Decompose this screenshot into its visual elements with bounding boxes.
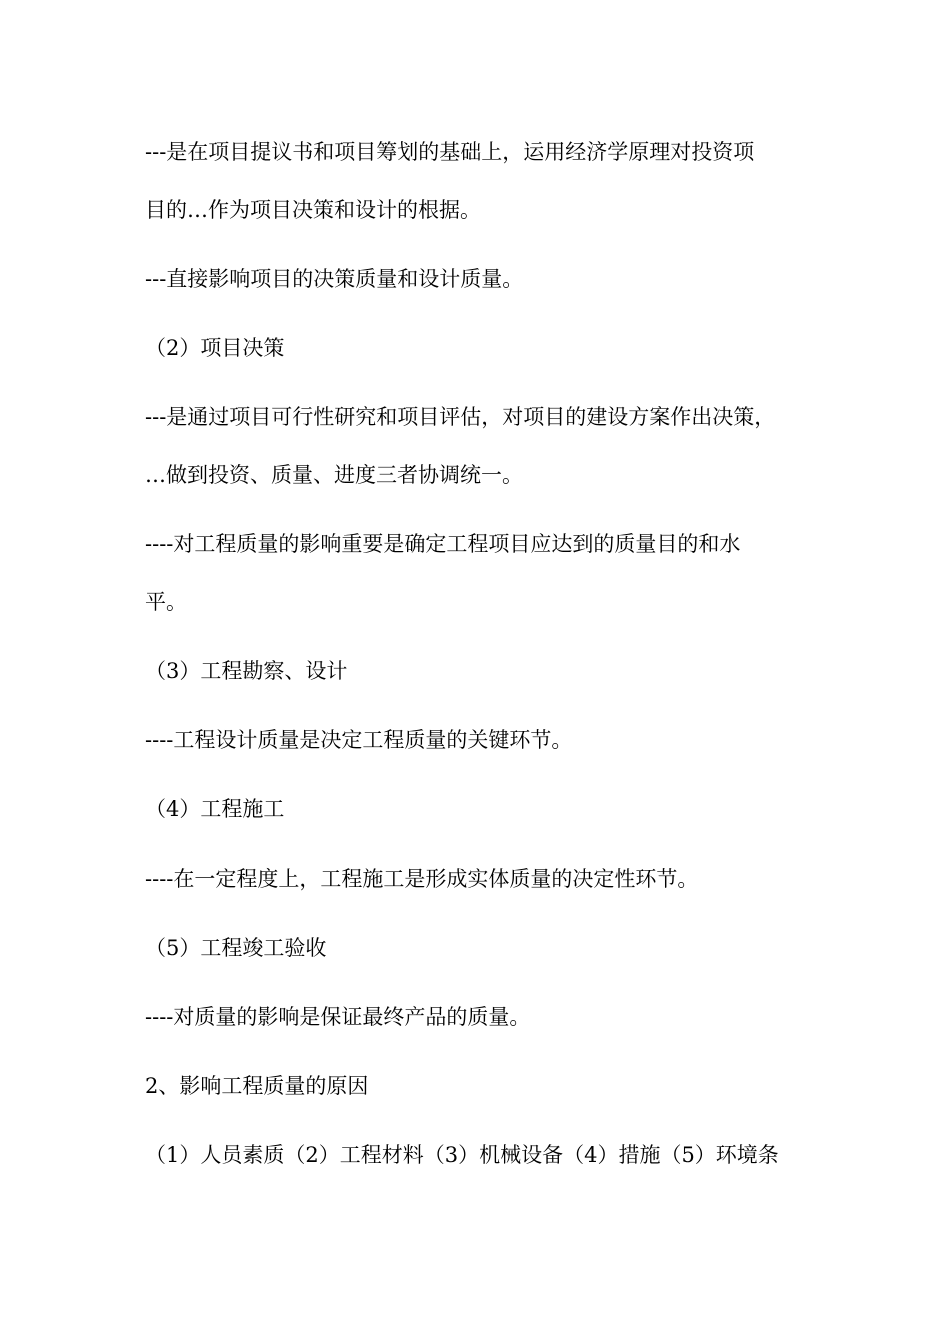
text-line: ----在一定程度上，工程施工是形成实体质量的决定性环节。: [145, 867, 699, 891]
section-heading: （3）工程勘察、设计: [145, 659, 348, 683]
text-line: ----工程设计质量是决定工程质量的关键环节。: [145, 728, 573, 752]
text-line: ---直接影响项目的决策质量和设计质量。: [145, 267, 524, 291]
section-heading: 2、影响工程质量的原因: [145, 1074, 369, 1098]
text-line: ----对质量的影响是保证最终产品的质量。: [145, 1005, 531, 1029]
section-heading: （5）工程竣工验收: [145, 936, 327, 960]
section-heading: （2）项目决策: [145, 336, 285, 360]
text-line: 平。: [145, 590, 187, 614]
text-line: ---是在项目提议书和项目筹划的基础上，运用经济学原理对投资项: [145, 140, 755, 164]
section-heading: （4）工程施工: [145, 797, 285, 821]
text-line: （1）人员素质（2）工程材料（3）机械设备（4）措施（5）环境条: [145, 1143, 779, 1167]
text-line: ----对工程质量的影响重要是确定工程项目应达到的质量目的和水: [145, 532, 741, 556]
text-line: …做到投资、质量、进度三者协调统一。: [145, 463, 523, 487]
text-line: ---是通过项目可行性研究和项目评估，对项目的建设方案作出决策，: [145, 405, 776, 429]
text-line: 目的…作为项目决策和设计的根据。: [145, 198, 481, 222]
